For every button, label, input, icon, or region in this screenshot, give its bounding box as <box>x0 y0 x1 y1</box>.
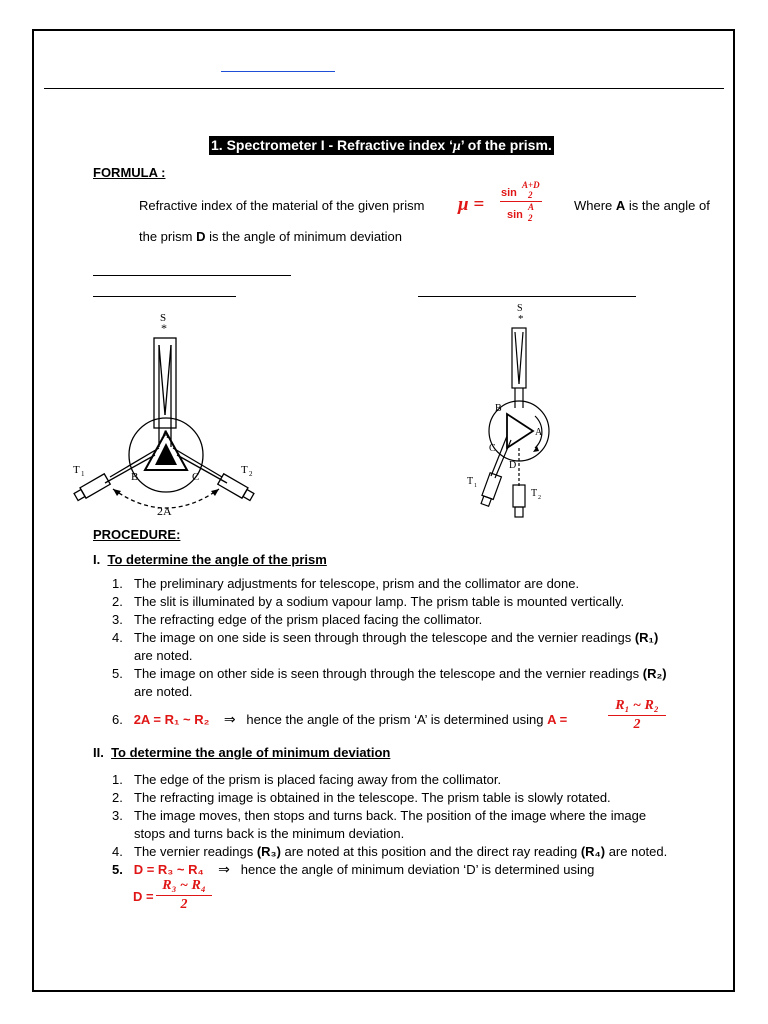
blank-line-1 <box>93 275 291 276</box>
telescope-t1 <box>479 473 501 507</box>
list-item: 4. The image on one side is seen through through the telescope and the vernier readings (R₁) are noted. <box>112 630 659 663</box>
blank-line-3 <box>418 296 636 297</box>
section1-item6: 6. 2A = R₁ ~ R₂ ⇒ hence the angle of the prism ‘A’ is determined using A = <box>112 711 568 727</box>
svg-text:1: 1 <box>81 470 85 478</box>
svg-text:T: T <box>531 488 538 499</box>
svg-text:D: D <box>509 460 517 471</box>
header-rule <box>44 88 724 89</box>
svg-text:T: T <box>467 476 474 487</box>
svg-text:B: B <box>131 471 139 483</box>
formula-denominator: sin A 2 <box>507 202 535 223</box>
section2-item5: 5. D = R₃ ~ R₄ ⇒ hence the angle of minimum deviation ‘D’ is determined using <box>112 861 595 877</box>
svg-text:2A: 2A <box>157 504 172 518</box>
svg-text:B: B <box>495 403 502 414</box>
telescope-t2 <box>218 474 255 502</box>
list-item: 1. The edge of the prism is placed facing away from the collimator. <box>112 772 502 787</box>
formula-heading: FORMULA : <box>93 165 166 180</box>
formula-where: Where A is the angle of <box>574 198 710 213</box>
blank-line-2 <box>93 296 236 297</box>
telescope-t2 <box>513 485 525 517</box>
formula-text: Refractive index of the material of the given prism <box>139 198 425 213</box>
diagram-minimum-deviation <box>455 298 575 520</box>
list-item: 5. The image on other side is seen through through the telescope and the vernier readings (R₂) are noted. <box>112 666 667 699</box>
section1-list <box>112 575 722 701</box>
deviation-lhs: D = <box>133 889 154 904</box>
section1-heading: I. To determine the angle of the prism <box>93 552 327 567</box>
svg-text:T: T <box>73 464 80 476</box>
svg-text:C: C <box>489 443 496 454</box>
svg-text:A: A <box>535 427 543 438</box>
telescope-t1 <box>73 474 110 502</box>
angle-fraction: R₁ ~ R₂ 2 <box>608 697 666 734</box>
svg-text:A: A <box>161 427 170 441</box>
list-item: 3. The image moves, then stops and turns back. The position of the image where the image stops and turns back is the minimum deviation. <box>112 808 647 841</box>
list-item: 1. The preliminary adjustments for telescope, prism and the collimator are done. <box>112 576 580 591</box>
page-title: 1. Spectrometer I - Refractive index ‘μ’ of the prism. <box>211 137 552 154</box>
formula-numerator: sin A+D 2 <box>500 180 542 202</box>
source-mark: * <box>161 321 167 335</box>
list-item: 2. The slit is illuminated by a sodium vapour lamp. The prism table is mounted vertically. <box>112 594 625 609</box>
procedure-heading: PROCEDURE: <box>93 527 181 542</box>
svg-text:T: T <box>241 464 248 476</box>
svg-text:2: 2 <box>538 495 541 501</box>
list-item: 4. The vernier readings (R₃) are noted at this position and the direct ray reading (R₄) are noted. <box>112 844 668 859</box>
svg-text:1: 1 <box>474 483 477 489</box>
formula-fraction <box>500 180 542 226</box>
deviation-fraction: R₃ ~ R₄ 2 <box>156 877 212 914</box>
svg-text:C: C <box>192 471 200 483</box>
svg-text:*: * <box>518 313 524 325</box>
link-underline <box>221 71 335 72</box>
section2-list <box>112 771 722 861</box>
formula-line2: the prism D is the angle of minimum deviation <box>139 229 403 244</box>
list-item: 3. The refracting edge of the prism placed facing the collimator. <box>112 612 483 627</box>
svg-text:2: 2 <box>249 470 253 478</box>
mu-symbol: μ = <box>458 194 485 215</box>
list-item: 2. The refracting image is obtained in the telescope. The prism table is slowly rotated. <box>112 790 611 805</box>
prism <box>507 414 533 448</box>
label-s: S <box>160 312 167 324</box>
section2-heading: II. To determine the angle of minimum deviation <box>93 745 391 760</box>
svg-text:S: S <box>517 303 523 314</box>
diagram-angle-of-prism <box>55 305 285 520</box>
